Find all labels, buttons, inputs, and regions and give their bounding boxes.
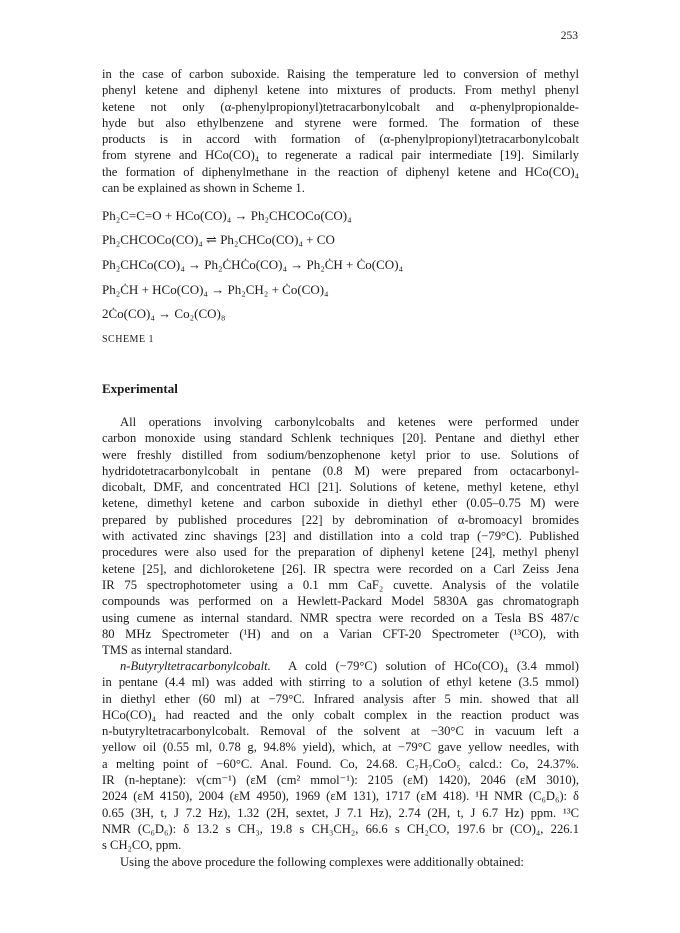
text-fragment: A cold (−79°C) solution of HCo(CO)₄ (3.4 mmol) <box>288 659 579 673</box>
text-line <box>102 658 579 674</box>
text-line: using cumene as internal standard. NMR spectra were recorded on a Tesla BS 487/c <box>102 610 579 625</box>
text-line: ketene not only (α-phenylpropionyl)tetracarbonylcobalt and α-phenylpropionalde- <box>102 99 579 114</box>
text-line: s CH₂CO, ppm. <box>102 838 182 853</box>
scheme-label: SCHEME 1 <box>102 334 155 345</box>
text-line: a melting point of −60°C. Anal. Found. Co, 24.68. C₇H₇CoO₅ calcd.: Co, 24.37%. <box>102 756 579 771</box>
text-line: hydridotetracarbonylcobalt in pentane (0.8 M) were prepared from octacarbonyl- <box>102 463 579 478</box>
text-line: IR 75 spectrophotometer using a 0.1 mm CaF₂ cuvette. Analysis of the volatile <box>102 577 579 592</box>
text-line: were freshly distilled from sodium/benzophenone ketyl prior to use. Solutions of <box>102 447 579 462</box>
closing-text <box>102 854 579 870</box>
page-number: 253 <box>560 30 578 42</box>
compound-title: n-Butyryltetracarbonylcobalt. <box>120 659 271 673</box>
synthesis-paragraph <box>102 658 579 854</box>
text-line: in pentane (4.4 ml) was added with stirring to a solution of ethyl ketene (3.5 mmol) <box>102 675 579 690</box>
text-line: 0.65 (3H, t, J 7.2 Hz), 1.32 (2H, sextet, J 7.1 Hz), 2.74 (2H, t, J 6.7 Hz) ppm. ¹³C <box>102 805 579 820</box>
text-line: phenyl ketene and diphenyl ketene into mixtures of products. From methyl phenyl <box>102 83 579 98</box>
intro-paragraph <box>102 66 579 196</box>
text-line: from styrene and HCo(CO)₄ to regenerate a radical pair intermediate [19]. Similarly <box>102 148 579 163</box>
text-line: compounds was performed on a Hewlett-Packard Model 5830A gas chromatograph <box>102 594 579 609</box>
text-line: can be explained as shown in Scheme 1. <box>102 181 305 196</box>
text-line: 2024 (εM 4150), 2004 (εM 4950), 1969 (εM 131), 1717 (εM 418). ¹H NMR (C₆D₆): δ <box>102 789 579 804</box>
text-line: 80 MHz Spectrometer (¹H) and on a Varian CFT-20 Spectrometer (¹³CO), with <box>102 626 579 641</box>
text-line: carbon monoxide using standard Schlenk techniques [20]. Pentane and diethyl ether <box>102 431 579 446</box>
text-line: products is in accord with formation of (α-phenylpropionyl)tetracarbonylcobalt <box>102 132 579 147</box>
text-line: ketene, dimethyl ketene and carbon suboxide in diethyl ether (0.05–0.75 M) were <box>102 496 579 511</box>
text-line: yellow oil (0.55 ml, 0.78 g, 94.8% yield), which, at −79°C gave yellow needles, with <box>102 740 579 755</box>
text-line: dicobalt, DMF, and concentrated HCl [21]. Solutions of ketene, methyl ketene, ethyl <box>102 480 579 495</box>
text-line: NMR (C₆D₆): δ 13.2 s CH₃, 19.8 s CH₃CH₂, 66.6 s CH₂CO, 197.6 br (CO)₄, 226.1 <box>102 821 579 836</box>
text-line: procedures were also used for the preparation of diphenyl ketene [24], methyl phenyl <box>102 545 579 560</box>
text-line: HCo(CO)₄ had reacted and the only cobalt complex in the reaction product was <box>102 707 579 722</box>
scheme-equation: Ph₂CHCOCo(CO)₄ ⇌ Ph₂CHCo(CO)₄ + CO <box>102 232 335 247</box>
scheme-equation: Ph₂ĊH + HCo(CO)₄ → Ph₂CH₂ + Ċo(CO)₄ <box>102 282 329 297</box>
text-line: ketene [25], and dichloroketene [26]. IR spectra were recorded on a Carl Zeiss Jena <box>102 561 579 576</box>
text-line: TMS as internal standard. <box>102 643 233 658</box>
scheme-equation: Ph₂C=C=O + HCo(CO)₄ → Ph₂CHCOCo(CO)₄ <box>102 208 352 223</box>
text-line: prepared by published procedures [22] by debromination of α-bromoacyl bromides <box>102 512 579 527</box>
section-heading: Experimental <box>102 381 178 396</box>
methods-text <box>102 414 579 658</box>
text-line: n-butyryltetracarbonylcobalt. Removal of the solvent at −30°C in vacuum left a <box>102 724 579 739</box>
intro-text <box>102 66 579 196</box>
closing-paragraph <box>102 854 579 870</box>
text-line: Using the above procedure the following complexes were additionally obtained: <box>120 855 524 869</box>
text-line: IR (n-heptane): ν(cm⁻¹) (εM (cm² mmol⁻¹): 2105 (εM) 1420), 2046 (εM 3010), <box>102 773 579 788</box>
text-line: in the case of carbon suboxide. Raising the temperature led to conversion of methyl <box>102 67 579 81</box>
methods-paragraph <box>102 414 579 658</box>
text-line: in diethyl ether (60 ml) at −79°C. Infrared analysis after 5 min. showed that all <box>102 691 579 706</box>
synthesis-text <box>102 658 579 854</box>
scheme-equation: Ph₂CHCo(CO)₄ → Ph₂ĊHĊo(CO)₄ → Ph₂ĊH + Ċo(CO)₄ <box>102 257 404 272</box>
text-line: with activated zinc shavings [23] and distillation into a cold trap (−79°C). Published <box>102 529 579 544</box>
scheme-equation: 2Ċo(CO)₄ → Co₂(CO)₈ <box>102 306 226 321</box>
text-line: the formation of diphenylmethane in the reaction of diphenyl ketene and HCo(CO)₄ <box>102 164 579 179</box>
text-line: All operations involving carbonylcobalts and ketenes were performed under <box>120 415 579 429</box>
text-line: hyde but also ethylbenzene and styrene were formed. The formation of these <box>102 115 579 130</box>
